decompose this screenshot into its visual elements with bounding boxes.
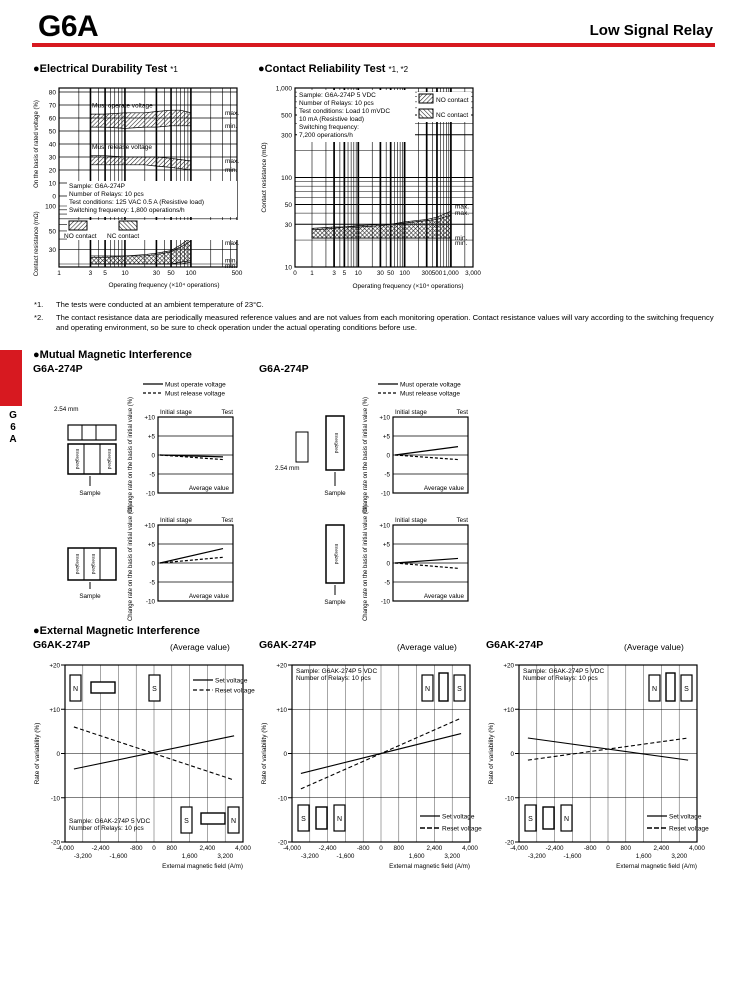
max-label: max.	[455, 203, 470, 211]
x-tick-label: 10	[121, 270, 129, 277]
y-tick-label: 10	[284, 264, 292, 272]
relay-icon	[91, 682, 115, 693]
y-tick-label: 300	[281, 132, 292, 140]
min-label: min.	[455, 235, 468, 243]
page-title: G6A	[38, 10, 99, 43]
magnet-pole-label: N	[230, 818, 237, 825]
x-tick-label: 1	[310, 270, 314, 277]
y-tick-label: +10	[503, 706, 514, 714]
y-tick-label: 0	[52, 193, 56, 201]
x-tick-label: 800	[166, 845, 178, 852]
y-tick-label: 50	[48, 128, 56, 136]
x-tick-label: 500	[231, 270, 243, 277]
y-tick-label: -10	[380, 490, 390, 498]
y-tick-label: 60	[48, 115, 56, 123]
model-label: G6AK-274P	[33, 639, 91, 651]
note-mark: *1	[170, 65, 178, 74]
y-tick-label: -5	[149, 579, 155, 587]
x-tick-label: 50	[167, 270, 175, 277]
panel-label: Average value	[423, 485, 464, 492]
x-tick-label: 300	[421, 270, 432, 277]
sample-text: Sample: G6A-274P	[69, 183, 126, 190]
x-tick-label: -1,600	[109, 853, 128, 860]
legend-swatch	[119, 221, 137, 230]
min-label: min.	[455, 240, 468, 248]
x-tick-label: 1,600	[635, 853, 652, 860]
y-tick-label: 50	[48, 228, 56, 236]
y-axis-label: Change rate on the basis of initial value (%)	[363, 396, 369, 514]
x-tick-label: 800	[620, 845, 632, 852]
model-label: G6AK-274P	[486, 639, 544, 651]
y-tick-label: 40	[48, 141, 56, 149]
sample-text: 7,200 operations/h	[299, 132, 353, 139]
footnote-text: The tests were conducted at an ambient temperature of 23°C.	[56, 300, 264, 309]
x-tick-label: 1	[57, 270, 61, 277]
x-tick-label: 3,200	[671, 853, 688, 860]
y-tick-label: 80	[48, 89, 56, 97]
y-tick-label: 100	[45, 203, 56, 211]
x-tick-label: -2,400	[91, 845, 110, 852]
x-tick-label: 10	[354, 270, 362, 277]
footnote-text: The contact resistance data are periodically measured reference values and are not values from each monitoring operation. Contact resistance values will vary according to the switching frequency and operating environment, so be sure to check operation under the actual operating conditions before use.	[56, 313, 714, 332]
legend-label: NC contact	[107, 233, 140, 240]
y-axis-label: Change rate on the basis of initial value (%)	[363, 504, 369, 622]
x-axis-label: External magnetic field (A/m)	[616, 863, 697, 870]
section-mutual-interference: ●Mutual Magnetic Interference	[33, 349, 192, 361]
energized-label: Energized	[75, 448, 80, 470]
x-tick-label: 0	[293, 270, 297, 277]
energized-label: Energized	[107, 448, 112, 470]
y-tick-label: +20	[276, 662, 287, 670]
max-label: max.	[225, 109, 240, 117]
min-label: min.	[225, 257, 238, 265]
dimension-label: 2.54 mm	[275, 465, 300, 472]
min-label: min.	[225, 167, 238, 174]
legend-label: Must release voltage	[165, 390, 225, 398]
y-axis-label: Contact resistance (mΩ)	[261, 142, 268, 213]
x-end-label: Initial stage	[395, 409, 427, 416]
x-tick-label: -800	[356, 845, 370, 852]
sample-text: Switching frequency: 1,800 operations/h	[69, 207, 185, 214]
y-tick-label: +10	[379, 522, 390, 530]
sample-text: Number of Relays: 10 pcs	[299, 100, 374, 107]
sample-text: 10 mA (Resistive load)	[299, 116, 365, 123]
x-tick-label: -800	[583, 845, 597, 852]
relay-side-view	[296, 432, 308, 462]
legend-label: Set voltage	[669, 813, 702, 821]
sample-text: Number of Relays: 10 pcs	[69, 825, 144, 832]
x-tick-label: 2,400	[426, 845, 443, 852]
legend-label: NO contact	[64, 233, 97, 240]
x-tick-label: -1,600	[563, 853, 582, 860]
magnet-pole-label: S	[184, 818, 189, 825]
y-tick-label: -20	[50, 839, 60, 847]
legend-label: Set voltage	[215, 677, 248, 685]
x-tick-label: 5	[103, 270, 107, 277]
x-tick-label: 1,600	[181, 853, 198, 860]
x-tick-label: -2,400	[545, 845, 564, 852]
x-tick-label: 3,000	[465, 270, 481, 277]
x-end-label: Test	[221, 409, 233, 416]
y-tick-label: 70	[48, 102, 56, 110]
x-tick-label: 2,400	[653, 845, 670, 852]
legend-swatch	[419, 94, 433, 103]
y-tick-label: +10	[276, 706, 287, 714]
legend-label: Reset voltage	[215, 687, 255, 695]
relay-icon	[439, 673, 448, 701]
magnet-pole-label: S	[152, 686, 157, 693]
y-tick-label: -5	[384, 579, 390, 587]
x-tick-label: 0	[379, 845, 383, 852]
footnote-key: *1.	[34, 300, 44, 309]
energized-label: Energized	[334, 432, 339, 454]
sample-text: Test conditions: Load 10 mVDC	[299, 108, 391, 115]
y-tick-label: +5	[382, 433, 390, 441]
band-label: Must operate voltage	[92, 102, 153, 110]
x-tick-label: 100	[185, 270, 197, 277]
section-electrical-durability: ●Electrical Durability Test *1	[33, 63, 178, 75]
energized-label: Energized	[75, 553, 80, 575]
y-tick-label: 100	[281, 175, 292, 182]
sample-text: Number of Relays: 10 pcs	[296, 675, 371, 682]
external-interference-charts	[30, 655, 730, 885]
magnet-pole-label: S	[457, 686, 462, 693]
sample-text: Number of Relays: 10 pcs	[69, 191, 144, 198]
y-axis-label: Rate of variability (%)	[261, 722, 268, 785]
section-title: Contact Reliability Test	[264, 63, 386, 75]
side-letter: 6	[10, 422, 16, 433]
y-tick-label: 30	[48, 154, 56, 162]
x-end-label: Initial stage	[160, 517, 192, 524]
y-axis-label: Rate of variability (%)	[488, 722, 495, 785]
x-end-label: Test	[221, 517, 233, 524]
x-tick-label: 100	[399, 270, 410, 277]
y-tick-label: -10	[380, 598, 390, 606]
legend-label: Reset voltage	[442, 825, 482, 833]
y-tick-label: +5	[382, 541, 390, 549]
y-tick-label: -20	[504, 839, 514, 847]
magnet-pole-label: S	[528, 816, 533, 823]
y-tick-label: -5	[149, 471, 155, 479]
x-tick-label: -3,200	[527, 853, 546, 860]
legend-label: Must release voltage	[400, 390, 460, 398]
side-tab	[0, 350, 22, 406]
section-title: Electrical Durability Test	[39, 63, 168, 75]
x-tick-label: -4,000	[510, 845, 528, 852]
y-tick-label: +5	[147, 433, 155, 441]
x-tick-label: -3,200	[73, 853, 92, 860]
energized-label: Energized	[91, 553, 96, 575]
x-tick-label: 4,000	[689, 845, 705, 852]
y-tick-label: 1,000	[275, 85, 292, 93]
legend-label: NC contact	[436, 112, 469, 119]
x-tick-label: 2,400	[199, 845, 216, 852]
y-tick-label: -5	[384, 471, 390, 479]
x-tick-label: -4,000	[56, 845, 74, 852]
sample-label: Sample	[79, 490, 101, 497]
magnet-pole-label: N	[563, 816, 570, 823]
average-value-note: (Average value)	[624, 642, 684, 652]
max-label: max.	[225, 239, 240, 247]
x-tick-label: -2,400	[318, 845, 337, 852]
y-tick-label: +20	[503, 662, 514, 670]
magnet-pole-label: N	[651, 686, 658, 693]
magnet-pole-label: S	[301, 816, 306, 823]
mutual-interference-charts	[48, 380, 518, 622]
sample-text: Sample: G6AK-274P 5 VDC	[69, 818, 151, 825]
x-tick-label: 5	[342, 270, 347, 277]
page-subtitle: Low Signal Relay	[589, 22, 713, 39]
sample-text: Sample: G6AK-274P 5 VDC	[523, 668, 605, 675]
panel-label: Average value	[188, 485, 229, 492]
sample-label: Sample	[79, 593, 101, 600]
footnote-key: *2.	[34, 313, 44, 322]
side-tab-letters	[6, 410, 20, 446]
y-tick-label: 0	[386, 560, 390, 568]
magnet-pole-label: N	[72, 686, 79, 693]
y-tick-label: 30	[284, 221, 292, 229]
sample-label: Sample	[324, 490, 346, 497]
side-letter: G	[9, 410, 17, 421]
y-axis-label: Contact resistance (mΩ)	[34, 211, 40, 277]
section-title: Mutual Magnetic Interference	[39, 349, 192, 361]
x-axis-label: Operating frequency (×10⁴ operations)	[108, 282, 220, 289]
x-end-label: Test	[456, 409, 468, 416]
magnet-pole-label: N	[336, 816, 343, 823]
y-tick-label: +10	[144, 522, 155, 530]
x-tick-label: 500	[431, 270, 443, 277]
min-label: min.	[225, 262, 238, 270]
band-label: Must release voltage	[92, 144, 152, 152]
header-rule	[32, 43, 715, 47]
y-tick-label: +10	[144, 414, 155, 422]
x-tick-label: 0	[152, 845, 156, 852]
x-tick-label: 800	[393, 845, 405, 852]
y-tick-label: +10	[379, 414, 390, 422]
x-tick-label: -1,600	[336, 853, 355, 860]
y-tick-label: 0	[151, 560, 155, 568]
dimension-label: 2.54 mm	[54, 406, 79, 413]
x-end-label: Test	[456, 517, 468, 524]
y-tick-label: 0	[151, 452, 155, 460]
panel-label: Average value	[188, 593, 229, 600]
section-external-interference: ●External Magnetic Interference	[33, 625, 200, 637]
relay-top-view	[68, 425, 116, 440]
relay-icon	[666, 673, 675, 701]
panel-label: Average value	[423, 593, 464, 600]
x-tick-label: 3,200	[444, 853, 461, 860]
y-tick-label: 20	[48, 167, 56, 175]
section-contact-reliability: ●Contact Reliability Test *1, *2	[258, 63, 409, 75]
y-tick-label: 50	[284, 201, 292, 209]
contact-reliability-chart	[256, 78, 516, 308]
x-tick-label: -4,000	[283, 845, 301, 852]
x-tick-label: 30	[152, 270, 161, 277]
y-tick-label: -10	[504, 795, 514, 803]
x-tick-label: 0	[606, 845, 610, 852]
sample-text: Sample: G6AK-274P 5 VDC	[296, 668, 378, 675]
sample-text: Number of Relays: 10 pcs	[523, 675, 598, 682]
x-tick-label: 3,200	[217, 853, 234, 860]
electrical-durability-chart	[30, 78, 290, 308]
x-tick-label: -800	[129, 845, 143, 852]
relay-icon	[543, 807, 554, 829]
section-title: External Magnetic Interference	[39, 625, 200, 637]
x-end-label: Initial stage	[160, 409, 192, 416]
y-axis-label: On the basis of rated voltage (%)	[34, 100, 40, 188]
legend-label: Must operate voltage	[165, 381, 226, 389]
x-tick-label: 4,000	[462, 845, 478, 852]
y-tick-label: 30	[48, 246, 56, 254]
y-tick-label: -10	[277, 795, 287, 803]
y-axis-label: Change rate on the basis of initial value (%)	[128, 504, 134, 622]
note-mark: *1, *2	[388, 65, 409, 74]
y-tick-label: -10	[145, 490, 155, 498]
x-tick-label: 4,000	[235, 845, 251, 852]
x-tick-label: 30	[376, 270, 384, 277]
y-tick-label: +20	[49, 662, 60, 670]
model-label: G6A-274P	[259, 363, 309, 375]
average-value-note: (Average value)	[397, 642, 457, 652]
y-tick-label: +5	[147, 541, 155, 549]
y-tick-label: 10	[48, 180, 56, 188]
relay-icon	[201, 813, 225, 824]
y-axis-label: Rate of variability (%)	[34, 722, 41, 785]
relay-icon	[316, 807, 327, 829]
magnet-pole-label: S	[684, 686, 689, 693]
y-tick-label: +10	[49, 706, 60, 714]
legend-label: NO contact	[436, 97, 469, 104]
x-tick-label: 50	[387, 270, 395, 277]
sample-label: Sample	[324, 599, 346, 606]
sample-text: Switching frequency:	[299, 124, 359, 131]
legend-label: Set voltage	[442, 813, 475, 821]
side-letter: A	[9, 434, 17, 445]
average-value-note: (Average value)	[170, 642, 230, 652]
x-tick-label: 1,600	[408, 853, 425, 860]
x-tick-label: -3,200	[300, 853, 319, 860]
energized-label: Energized	[334, 543, 339, 565]
model-label: G6AK-274P	[259, 639, 317, 651]
legend-label: Must operate voltage	[400, 381, 461, 389]
x-end-label: Initial stage	[395, 517, 427, 524]
magnet-pole-label: N	[424, 686, 431, 693]
sample-text: Test conditions: 125 VAC 0.5 A (Resistive load)	[69, 199, 205, 206]
min-label: min.	[225, 122, 238, 130]
sample-text: Sample: G6A-274P 5 VDC	[299, 92, 376, 99]
model-label: G6A-274P	[33, 363, 83, 375]
x-tick-label: 3	[88, 270, 93, 277]
y-tick-label: 0	[56, 751, 60, 758]
y-tick-label: 0	[510, 751, 514, 758]
legend-swatch	[419, 109, 433, 118]
y-tick-label: -10	[145, 598, 155, 606]
x-tick-label: 1,000	[443, 270, 459, 277]
max-label: max.	[455, 210, 470, 218]
max-label: max.	[225, 157, 240, 165]
legend-label: Reset voltage	[669, 825, 709, 833]
y-tick-label: 500	[281, 112, 292, 120]
y-tick-label: 0	[386, 452, 390, 460]
legend-swatch	[69, 221, 87, 230]
y-axis-label: Change rate on the basis of initial value (%)	[128, 396, 134, 514]
y-tick-label: -20	[277, 839, 287, 847]
y-tick-label: -10	[50, 795, 60, 803]
y-tick-label: 0	[283, 751, 287, 758]
x-axis-label: Operating frequency (×10⁴ operations)	[352, 283, 464, 290]
x-axis-label: External magnetic field (A/m)	[162, 863, 243, 870]
x-tick-label: 3	[332, 270, 336, 277]
x-axis-label: External magnetic field (A/m)	[389, 863, 470, 870]
